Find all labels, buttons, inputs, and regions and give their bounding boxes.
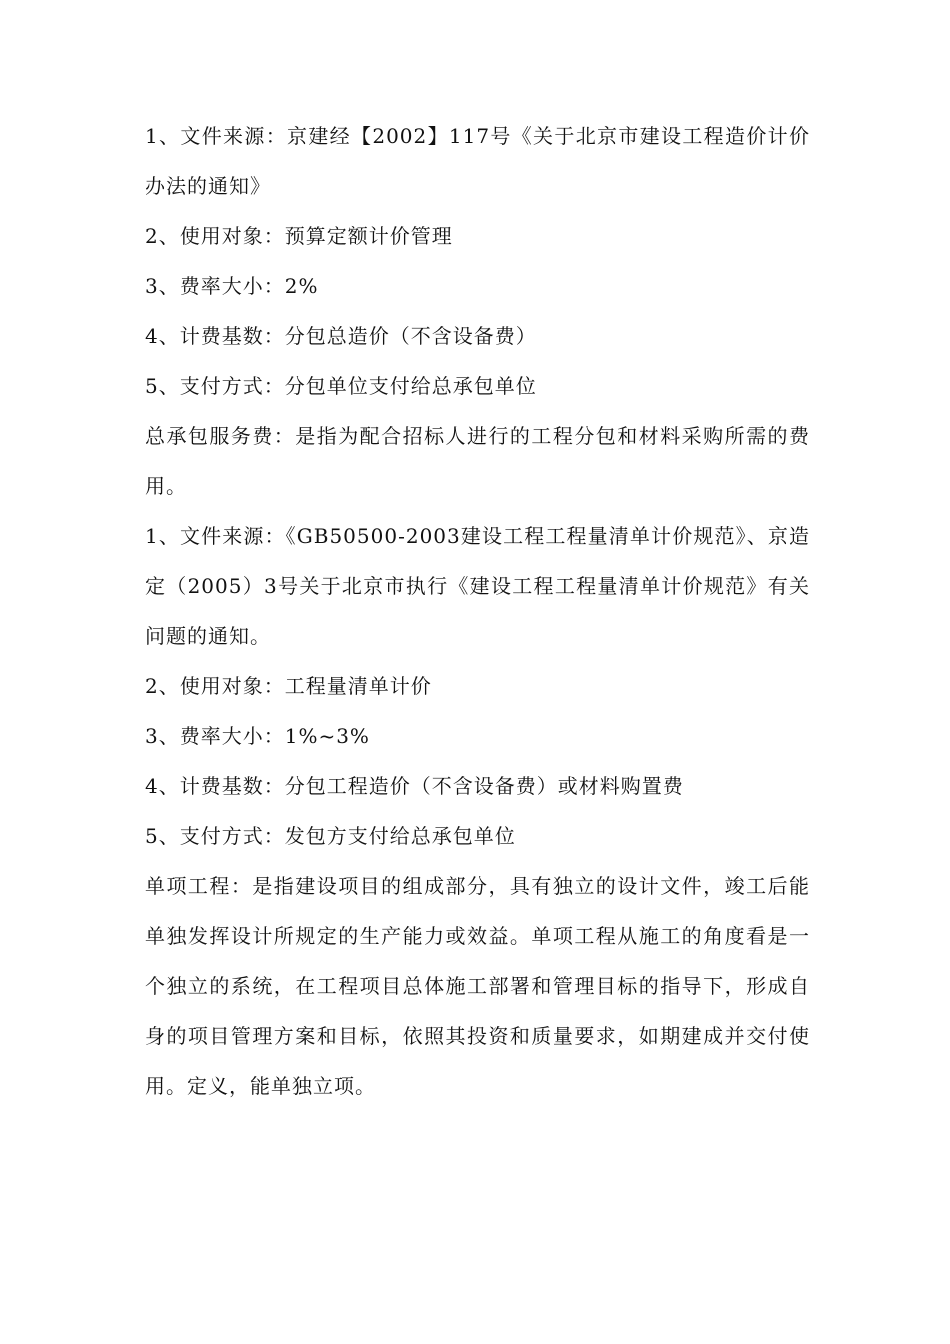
paragraph-usage-1: 2、使用对象：预算定额计价管理: [145, 224, 453, 248]
paragraph-base-1: 4、计费基数：分包总造价（不含设备费）: [145, 324, 537, 348]
paragraph-base-2: 4、计费基数：分包工程造价（不含设备费）或材料购置费: [145, 774, 684, 798]
paragraph-file-source-2: 1、文件来源：《GB50500-2003建设工程工程量清单计价规范》、京造定（2005）3号关于北京市执行《建设工程工程量清单计价规范》有关问题的通知。: [145, 524, 810, 648]
paragraph-rate-2: 3、费率大小：1%~3%: [145, 724, 370, 748]
paragraph-payment-2: 5、支付方式：发包方支付给总承包单位: [145, 824, 516, 848]
paragraph-usage-2: 2、使用对象：工程量清单计价: [145, 674, 432, 698]
paragraph-single-project-definition: 单项工程：是指建设项目的组成部分，具有独立的设计文件，竣工后能单独发挥设计所规定的生产能力或效益。单项工程从施工的角度看是一个独立的系统，在工程项目总体施工部署和管理目标的指导下，形成自身的项目管理方案和目标，依照其投资和质量要求，如期建成并交付使用。定义，能单独立项。: [145, 874, 810, 1098]
paragraph-payment-1: 5、支付方式：分包单位支付给总承包单位: [145, 374, 537, 398]
document-body: [145, 111, 810, 1111]
paragraph-rate-1: 3、费率大小：2%: [145, 274, 319, 298]
paragraph-service-fee-definition: 总承包服务费：是指为配合招标人进行的工程分包和材料采购所需的费用。: [145, 424, 810, 498]
paragraph-file-source-1: 1、文件来源：京建经【2002】117号《关于北京市建设工程造价计价办法的通知》: [145, 124, 810, 198]
